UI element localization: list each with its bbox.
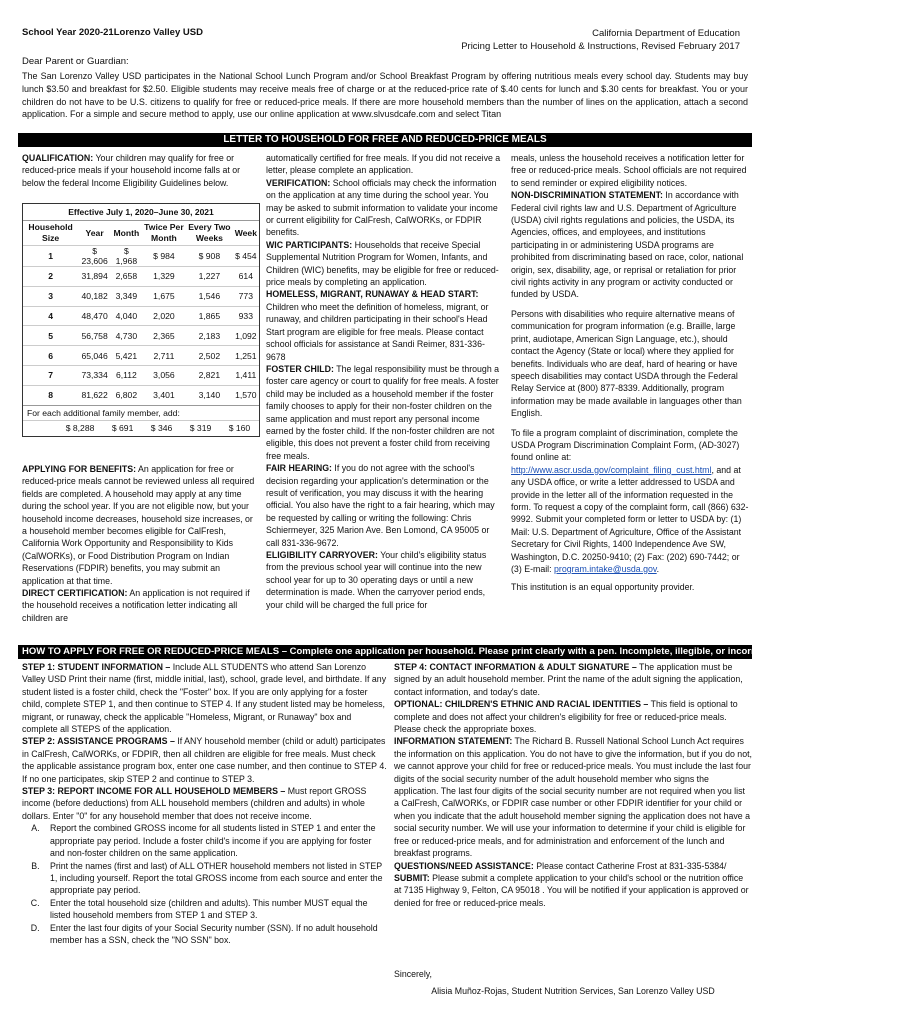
additional-value: $ 160 [228, 422, 251, 433]
income-cell: 614 [233, 267, 259, 287]
income-table-row [23, 365, 259, 385]
signature-block [394, 968, 752, 998]
income-cell: 4,730 [111, 326, 142, 346]
step1-label: STEP 1: STUDENT INFORMATION – [22, 662, 171, 672]
wic-label: WIC PARTICIPANTS: [266, 239, 353, 250]
how-to-apply-instructions: – Complete one application per household. Please print clearly with a pen. Incomplete, illegible, or incorrect information will delay processing. [279, 646, 924, 657]
complaint-text-b: , and at any USDA office, or write a letter addressed to USDA and provide in the letter all of the information requested in the form. To request a copy of the complaint form, call (866) 632-9992. Submit your completed form or letter to USDA by: (1) Mail: U.S. Department of Agriculture, Office of the Assistant Secretary for Civil Rights, 1400 Independence Ave SW, Washington, D.C. 20250-9410; (2) Fax: (202) 690-7442; or [511, 464, 749, 562]
income-cell: 1,675 [142, 286, 186, 306]
income-cell: $ 908 [186, 246, 233, 267]
questions-text: Please contact Catherine Frost at 831-335-5384/ [533, 860, 727, 871]
questions-label: QUESTIONS/NEED ASSISTANCE: [394, 860, 534, 871]
income-cell: 31,894 [78, 267, 111, 287]
applying-text: An application for free or reduced-price meals cannot be reviewed unless all required fields are completed. A household may apply at any time during the school year. If you are not eligible now, but your household income decreases, household size increases, or a household member becomes eligible for CalFresh, California Work Opportunity and Responsibility to Kids (CalWORKs), or Food Distribution Program on Indian Reservations (FDPIR) benefits, you may submit an application at that time. [22, 464, 255, 586]
income-table-row [23, 326, 259, 346]
income-cell: 1,329 [142, 267, 186, 287]
usda-email-link[interactable]: program.intake@usda.gov [554, 564, 657, 574]
direct-cert-label: DIRECT CERTIFICATION: [22, 588, 128, 599]
letter-title-bar: LETTER TO HOUSEHOLD FOR FREE AND REDUCED-PRICE MEALS [18, 133, 752, 147]
income-cell: 2,020 [142, 306, 186, 326]
complaint-paragraph [511, 427, 750, 563]
nondiscrimination-text: In accordance with Federal civil rights law and U.S. Department of Agriculture (USDA) civil rights regulations and policies, the USDA, its Agencies, offices, and employees, and institutions participating in or administering USDA programs are prohibited from discriminating based on race, color, national origin, sex, disability, age, or reprisal or retaliation for prior civil rights activity in any program or activity conducted or funded by USDA. [511, 190, 744, 300]
verification-label: VERIFICATION: [266, 177, 331, 188]
carryover-label: ELIGIBILITY CARRYOVER: [266, 550, 378, 560]
col-header: Household Size [28, 222, 73, 243]
step2-text: If ANY household member (child or adult) participates in CalFresh, CalWORKs, or FDPIR, then all children are eligible for free meals. Must check the applicable assistance program box, enter one case number, and then continue to STEP 4. If no one participates, skip STEP 2 and continue to STEP 3. [22, 736, 387, 784]
income-cell: 3,401 [142, 385, 186, 404]
additional-value: $ 319 [189, 422, 212, 433]
income-table-row [23, 267, 259, 287]
income-cell: 1,546 [186, 286, 233, 306]
household-size-cell: 5 [23, 326, 78, 346]
income-cell: 1,411 [233, 365, 259, 385]
email-suffix: . [656, 564, 660, 574]
wic-text: Households that receive Special Supplemental Nutrition Program for Women, Infants, and Children (WIC) benefits, may be eligible for free or reduced-price meals by completing an application. [266, 239, 499, 288]
direct-cert-text: An application is not required if the household receives a notification letter indicating all children are [22, 588, 250, 623]
additional-member-values [23, 420, 259, 436]
income-table-row [23, 306, 259, 326]
income-table-row [23, 286, 259, 306]
household-size-cell: 1 [23, 246, 78, 267]
col-header: Week [234, 227, 257, 238]
col-header: Month [113, 227, 140, 238]
email-line [511, 563, 750, 575]
additional-value: $ 346 [150, 422, 173, 433]
income-cell: $ 23,606 [78, 246, 111, 267]
col-header: Every Two Weeks [188, 222, 231, 243]
cde-header-line2: Pricing Letter to Household & Instructions, Revised February 2017 [461, 41, 740, 52]
income-cell: 2,821 [186, 365, 233, 385]
income-table [23, 221, 259, 405]
fair-hearing-label: FAIR HEARING: [266, 463, 332, 474]
step2-label: STEP 2: ASSISTANCE PROGRAMS – [22, 736, 175, 747]
homeless-label: HOMELESS, MIGRANT, RUNAWAY & HEAD START: [266, 289, 479, 300]
income-cell: 5,421 [111, 346, 142, 366]
income-table-row [23, 346, 259, 366]
cde-header [461, 27, 740, 53]
verification-text: School officials may check the information on the application at any time during the school year. You may be asked to submit information to validate your income or current eligibility for CalFresh, CalWORKs, or FDPIR benefits. [266, 177, 498, 238]
income-cell: 1,251 [233, 346, 259, 366]
income-cell: 6,112 [111, 365, 142, 385]
step3-label: STEP 3: REPORT INCOME FOR ALL HOUSEHOLD MEMBERS – [22, 786, 286, 797]
nondiscrimination-label: NON-DISCRIMINATION STATEMENT: [511, 190, 663, 201]
homeless-text: Children who meet the definition of homeless, migrant, or runaway, and children participating in their school's Head Start program are eligible for free meals. Please contact school officials for assistance at Sandi Reimer, 831-336-9678 [266, 301, 489, 362]
income-cell: 1,227 [186, 267, 233, 287]
information-statement-text: The Richard B. Russell National School Lunch Act requires the information on this application. You do not have to give the information, but if you do not, we cannot approve your child for free or reduced-price meals. You must include the last four digits of the social security number of the adult household member who signs the application. The last four digits of the social security number are not required when you list a CalFresh, CalWORKs, or FDPIR case number or other FDPIR identifier for your child or when you indicate that the adult household member signing the application does not have a social security number. We will use your information to determine if your child is eligible for free or reduced-price meals, and for administration and enforcement of the lunch and breakfast programs. [394, 736, 752, 859]
middle-column [266, 152, 503, 611]
income-cell: 40,182 [78, 286, 111, 306]
income-cell: 4,040 [111, 306, 142, 326]
optional-ethnic-label: OPTIONAL: CHILDREN'S ETHNIC AND RACIAL IDENTITIES – [394, 699, 649, 710]
foster-label: FOSTER CHILD: [266, 363, 334, 374]
steps-left-column [22, 661, 388, 946]
qualification-text: Your children may qualify for free or reduced-price meals if your household income falls at or below the federal Income Eligibility Guidelines below. [22, 153, 241, 188]
step4-text: The application must be signed by an adult household member. Print the name of the adult signing the application, contact information, and today's date. [394, 662, 743, 697]
income-cell: 1,865 [186, 306, 233, 326]
income-table-title: Effective July 1, 2020–June 30, 2021 [23, 204, 259, 221]
income-cell: 2,711 [142, 346, 186, 366]
complaint-text-a: To file a program complaint of discrimination, complete the USDA Program Discrimination Complaint Form, (AD-3027) found online at: [511, 427, 740, 463]
income-table-row [23, 385, 259, 404]
right-column [511, 152, 750, 594]
signer-name: Alisia Muñoz-Rojas, Student Nutrition Services, San Lorenzo Valley USD [431, 986, 715, 997]
carryover-text: Your child's eligibility status from the previous school year will continue into the new school year for up to 30 operating days or until a new determination is made. When the carryover period ends, your child will be charged the full price for [266, 550, 487, 610]
col-header: Twice Per Month [144, 222, 184, 243]
income-cell: 2,183 [186, 326, 233, 346]
income-table-header-row [23, 221, 259, 246]
additional-member-label: For each additional family member, add: [23, 405, 259, 420]
cde-header-line1: California Department of Education [592, 28, 740, 39]
qualification-section [22, 152, 255, 189]
income-cell: 3,056 [142, 365, 186, 385]
income-cell: 773 [233, 286, 259, 306]
fair-hearing-text: If you do not agree with the school's decision regarding your application's determination or the result of verification, you may discuss it with the hearing official. You also have the right to a fair hearing, which may be requested by calling or writing the following: Chris Schiermeyer, 325 Marion Ave. Ben Lomond, CA 95005 or call 831-336-9672. [266, 463, 495, 548]
school-year-header: School Year 2020-21Lorenzo Valley USD [22, 27, 203, 38]
step3-item-a: A. Report the combined GROSS income for all students listed in STEP 1 and enter the appropriate pay period. Include a foster child's income if you are applying for foster and non-foster children on the same application. [42, 822, 388, 859]
income-cell: 2,658 [111, 267, 142, 287]
step3-sublist [22, 822, 388, 946]
income-cell: 81,622 [78, 385, 111, 404]
step3-text: Must report GROSS income (before deductions) from ALL household members (children and adults) in whole dollars. Enter "0" for any household member that does not receive income. [22, 786, 367, 821]
income-cell: 3,140 [186, 385, 233, 404]
greeting: Dear Parent or Guardian: [22, 56, 129, 67]
income-cell: $ 984 [142, 246, 186, 267]
optional-ethnic-text: This field is optional to complete and does not affect your children's eligibility for free or reduced-price meals. Please check the appropriate boxes. [394, 699, 738, 735]
income-cell: 56,758 [78, 326, 111, 346]
direct-cert-continued: automatically certified for free meals. If you did not receive a letter, please complete an application. [266, 153, 501, 176]
income-cell: 933 [233, 306, 259, 326]
income-cell: 3,349 [111, 286, 142, 306]
income-guidelines-table [22, 203, 260, 437]
step3-item-d: D. Enter the last four digits of your Social Security number (SSN). If no adult household member has a SSN, check the "NO SSN" box. [42, 922, 388, 947]
information-statement-label: INFORMATION STATEMENT: [394, 736, 513, 747]
foster-text: The legal responsibility must be through a foster care agency or court to qualify for free meals. A foster child may be included as a household member if the foster family chooses to apply for their non-foster children on the same application and must report any personal income earned by the foster child. If the non-foster children are not eligible, this does not prevent a foster child from receiving free meals. [266, 363, 500, 461]
sincerely: Sincerely, [394, 969, 432, 979]
intro-paragraph: The San Lorenzo Valley USD participates in the National School Lunch Program and/or School Breakfast Program by offering nutritious meals every school day. Students may buy lunch $3.50 and breakfast for $2.50. Eligible students may receive meals free of charge or at the reduced-price rate of $.40 cents for lunch and $.30 cents for breakfast. You or your children do not have to be U.S. citizens to qualify for free or reduced-price meals. If there are more household members than the number of lines on the application, attach a second application. For a simple and secure method to apply, use our online application at www.slvusdcafe.com and select Titan [22, 71, 748, 120]
applying-label: APPLYING FOR BENEFITS: [22, 464, 137, 474]
household-size-cell: 2 [23, 267, 78, 287]
step3-item-c: C. Enter the total household size (children and adults). This number MUST equal the listed household members from STEP 1 and STEP 3. [42, 897, 388, 922]
steps-right-column [394, 661, 752, 909]
income-cell: 1,092 [233, 326, 259, 346]
additional-value: $ 8,288 [65, 422, 95, 433]
carryover-continued: meals, unless the household receives a notification letter for free or reduced-price meals. School officials are not required to send reminder or expired eligibility notices. [511, 153, 747, 188]
income-cell: 2,365 [142, 326, 186, 346]
how-to-apply-bar [18, 645, 924, 659]
income-cell: $ 454 [233, 246, 259, 267]
email-prefix: (3) E-mail: [511, 564, 555, 574]
submit-text: Please submit a complete application to your child's school or the nutrition office at 7135 Highway 9, Felton, CA 95018 . You will be notified if your application is approved or denied for free or reduced-price meals. [394, 872, 749, 908]
step4-label: STEP 4: CONTACT INFORMATION & ADULT SIGNATURE – [394, 662, 637, 672]
household-size-cell: 6 [23, 346, 78, 366]
income-table-row [23, 246, 259, 267]
income-cell: 65,046 [78, 346, 111, 366]
qualification-label: QUALIFICATION: [22, 153, 94, 163]
equal-opportunity: This institution is an equal opportunity provider. [511, 582, 695, 593]
disabilities-paragraph: Persons with disabilities who require alternative means of communication for program information (e.g. Braille, large print, audiotape, American Sign Language, etc.), should contact the Agency (State or local) where they applied for benefits. Individuals who are deaf, hard of hearing or have speech disabilities may contact USDA through the Federal Relay Service at (800) 877-8339. Additionally, program information may be made available in languages other than English. [511, 308, 742, 419]
income-cell: 48,470 [78, 306, 111, 326]
step1-text: Include ALL STUDENTS who attend San Lorenzo Valley USD Print their name (first, middle initial, last), school, grade level, and birthdate. If any student listed is a foster child, check the "Foster" box. If you are only applying for a foster child, complete STEP 1, and then continue to STEP 4. If any student listed may be homeless, migrant, or runaway, check the applicable "Homeless, Migrant, or Runaway" box and complete all STEPS of the application. [22, 662, 387, 735]
household-size-cell: 3 [23, 286, 78, 306]
household-size-cell: 7 [23, 365, 78, 385]
income-cell: 6,802 [111, 385, 142, 404]
household-size-cell: 8 [23, 385, 78, 404]
complaint-form-link[interactable]: http://www.ascr.usda.gov/complaint_filing_cust.html [511, 464, 712, 475]
income-cell: 73,334 [78, 365, 111, 385]
income-cell: 1,570 [233, 385, 259, 404]
how-to-apply-title: HOW TO APPLY FOR FREE OR REDUCED-PRICE MEALS [22, 646, 280, 657]
col-header: Year [85, 227, 104, 238]
submit-label: SUBMIT: [394, 872, 430, 883]
step3-item-b: B. Print the names (first and last) of ALL OTHER household members not listed in STEP 1, including yourself. Report the total GROSS income from each source and enter the appropriate pay period. [42, 860, 388, 897]
income-cell: $ 1,968 [111, 246, 142, 267]
household-size-cell: 4 [23, 306, 78, 326]
additional-value: $ 691 [111, 422, 134, 433]
applying-section [22, 463, 255, 624]
income-table-body [23, 246, 259, 405]
income-cell: 2,502 [186, 346, 233, 366]
